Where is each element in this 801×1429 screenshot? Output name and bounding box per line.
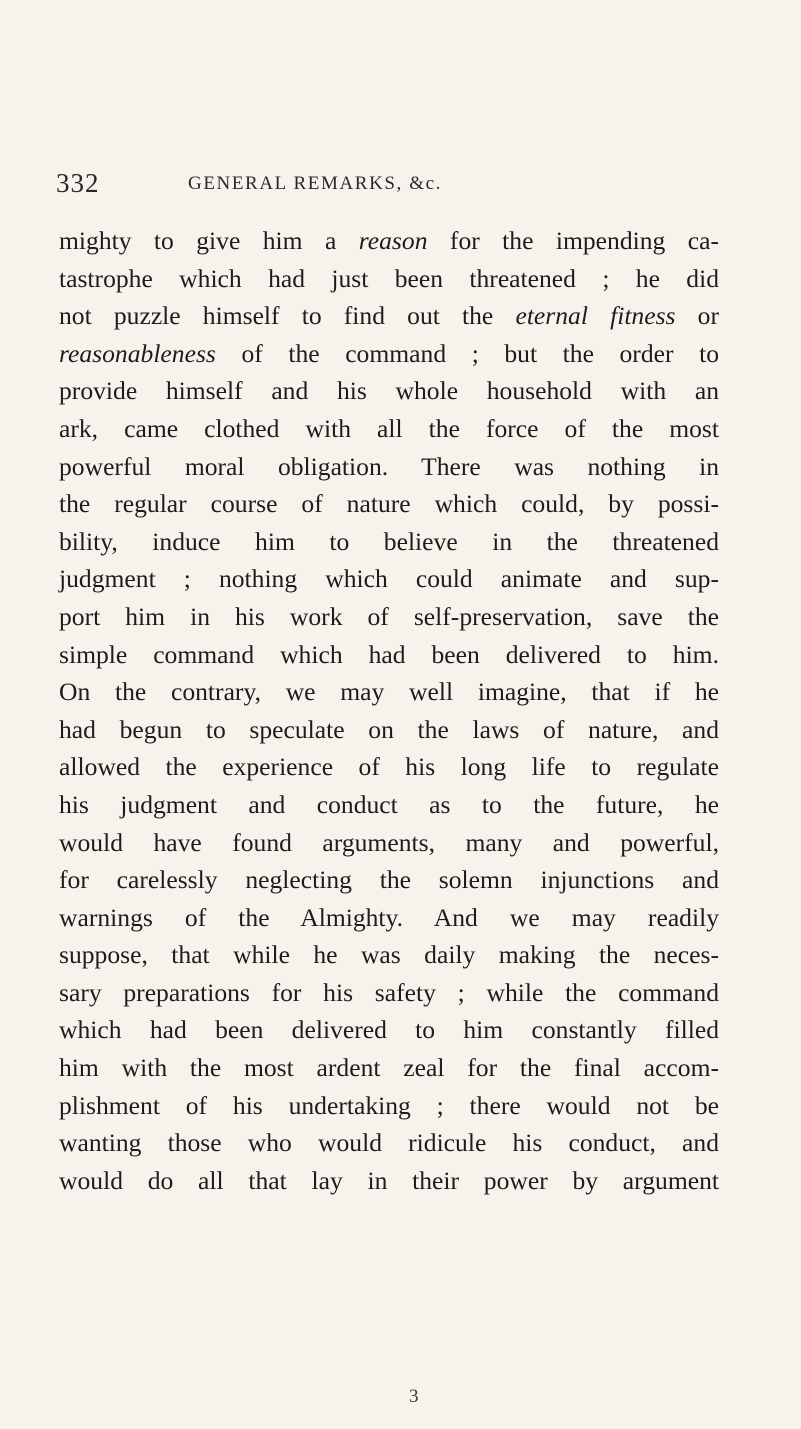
text-line: would do all that lay in their power by argument	[59, 1165, 719, 1195]
text-line: allowed the experience of his long life to regulate	[59, 752, 719, 782]
text-line: wanting those who would ridicule his conduct, and	[59, 1128, 719, 1158]
text-line: not puzzle himself to find out the eternal fitness or	[59, 301, 719, 331]
text-line: provide himself and his whole household with an	[59, 376, 719, 406]
running-head: GENERAL REMARKS, &c.	[188, 173, 443, 194]
page-number: 332	[56, 168, 100, 198]
text-line: warnings of the Almighty. And we may readily	[59, 902, 719, 932]
emphasized-word: eternal fitness	[515, 301, 676, 331]
text-line: his judgment and conduct as to the future, he	[59, 789, 719, 819]
text-line: the regular course of nature which could, by possi-	[59, 489, 719, 519]
emphasized-word: reason	[358, 226, 428, 255]
text-line: port him in his work of self-preservation, save the	[59, 601, 719, 631]
text-line: reasonableness of the command ; but the order to	[59, 338, 719, 368]
emphasized-word: reasonableness	[59, 338, 216, 368]
text-line: tastrophe which had just been threatened ; he did	[59, 263, 719, 293]
text-line: ark, came clothed with all the force of the most	[59, 413, 719, 443]
text-line: had begun to speculate on the laws of nature, and	[59, 714, 719, 744]
text-line: plishment of his undertaking ; there would not be	[59, 1090, 719, 1120]
text-line: simple command which had been delivered to him.	[59, 639, 719, 669]
text-line: bility, induce him to believe in the threatened	[59, 526, 719, 556]
text-line: suppose, that while he was daily making the neces-	[59, 940, 719, 970]
text-line: On the contrary, we may well imagine, that if he	[59, 677, 719, 707]
text-line: him with the most ardent zeal for the final accom-	[59, 1053, 719, 1083]
text-line: sary preparations for his safety ; while the command	[59, 977, 719, 1007]
text-line: mighty to give him a reason for the impending ca-	[59, 226, 719, 255]
text-line: which had been delivered to him constantly filled	[59, 1015, 719, 1045]
text-line: powerful moral obligation. There was nothing in	[59, 451, 719, 481]
text-line: would have found arguments, many and powerful,	[59, 827, 719, 857]
signature-mark: 3	[409, 1386, 419, 1407]
body-text	[59, 222, 719, 1199]
text-line: judgment ; nothing which could animate and sup-	[59, 564, 719, 594]
page-header	[56, 168, 746, 204]
text-line: for carelessly neglecting the solemn injunctions and	[59, 865, 719, 895]
